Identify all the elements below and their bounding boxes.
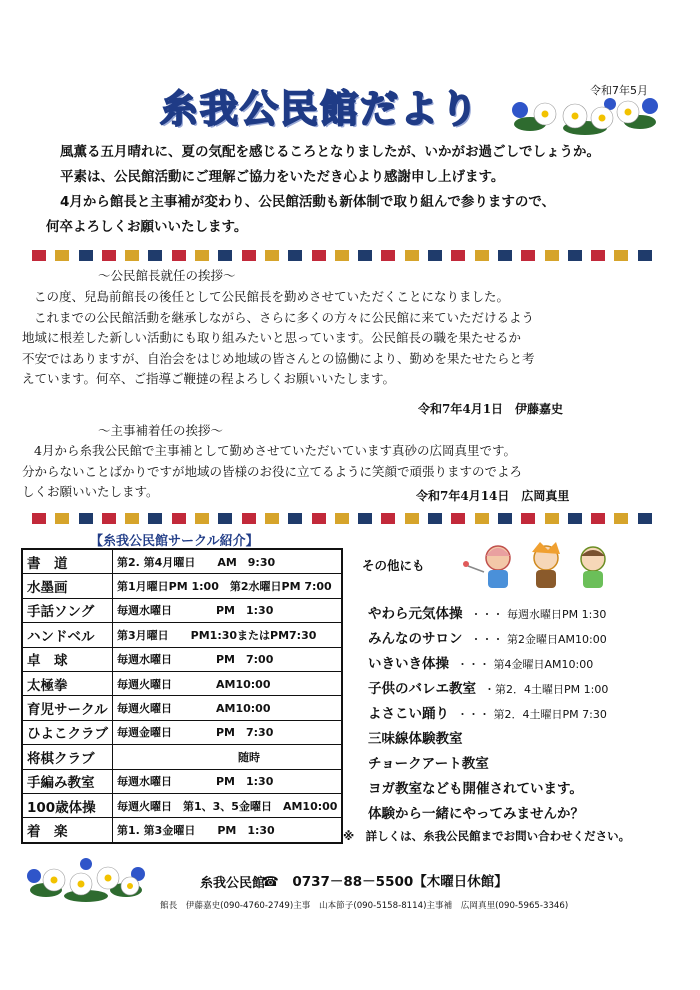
activity-name: 三味線体験教室 (368, 731, 463, 747)
circle-name: 卓 球 (22, 647, 113, 671)
director-signature: 令和7年4月1日 伊藤嘉史 (418, 402, 564, 416)
activity-name: よさこい踊り (368, 706, 449, 722)
divider-square (218, 250, 232, 261)
circle-name: 育児サークル (22, 696, 113, 720)
circle-name: ひよこクラブ (22, 720, 113, 744)
divider-square (591, 250, 605, 261)
divider-square (218, 513, 232, 524)
other-activity (368, 602, 606, 622)
divider-square (498, 513, 512, 524)
activity-schedule: ・第2．4土曜日PM 1:00 (484, 683, 609, 696)
decorative-divider (32, 513, 652, 524)
divider-square (358, 513, 372, 524)
divider-square (312, 513, 326, 524)
circle-row (22, 671, 342, 695)
flower-decoration-icon (510, 92, 660, 138)
circle-schedule: 毎週水曜日 PM 1:30 (113, 598, 343, 622)
divider-square (265, 513, 279, 524)
divider-square (545, 513, 559, 524)
circle-row (22, 574, 342, 598)
divider-square (172, 250, 186, 261)
circle-schedule: 毎週金曜日 PM 7:30 (113, 720, 343, 744)
director-heading: ～公民館長就任の挨拶～ (98, 268, 236, 283)
divider-square (148, 250, 162, 261)
assistant-line: 分からないことばかりですが地域の皆様のお役に立てるように笑顔で頑張りますのでよろ (22, 463, 523, 479)
other-activity (368, 777, 583, 797)
circle-row (22, 745, 342, 769)
divider-square (568, 250, 582, 261)
circle-row (22, 720, 342, 744)
circle-name: 手編み教室 (22, 769, 113, 793)
other-activity (368, 677, 608, 697)
circle-schedule: 第3月曜日 PM1:30またはPM7:30 (113, 623, 343, 647)
divider-square (55, 513, 69, 524)
intro-message (46, 140, 600, 240)
divider-square (32, 513, 46, 524)
issue-date: 令和7年5月 (590, 84, 648, 97)
divider-square (335, 250, 349, 261)
circle-schedule: 毎週水曜日 PM 1:30 (113, 769, 343, 793)
page-title: 糸我公民館だより (160, 87, 481, 131)
assistant-signature: 令和7年4月14日 広岡真里 (416, 489, 570, 503)
circle-schedule: 第2. 第4月曜日 AM 9:30 (113, 549, 343, 574)
footer-phone: ☎ 0737－88－5500【木曜日休館】 (262, 874, 508, 890)
divider-square (242, 513, 256, 524)
divider-square (32, 250, 46, 261)
intro-line: 風薫る五月晴れに、夏の気配を感じるころとなりましたが、いかがお過ごしでしょうか。 (60, 144, 600, 160)
divider-square (405, 250, 419, 261)
divider-square (242, 250, 256, 261)
circle-row (22, 769, 342, 793)
circle-schedule: 第1月曜日PM 1:00 第2水曜日PM 7:00 (113, 574, 343, 598)
divider-square (638, 513, 652, 524)
circle-row (22, 549, 342, 574)
circle-schedule: 毎週火曜日 AM10:00 (113, 696, 343, 720)
intro-line: 4月から館長と主事補が変わり、公民館活動も新体制で取り組んで参りますので、 (60, 194, 556, 210)
contact-note: ※ 詳しくは、糸我公民館までお問い合わせください。 (343, 829, 631, 843)
divider-square (125, 250, 139, 261)
director-line: この度、兒島前館長の後任として公民館長を勤めさせていただくことになりました。 (34, 289, 510, 304)
other-activity (368, 627, 607, 647)
other-activity (368, 652, 593, 672)
intro-line: 平素は、公民館活動にご理解ご協力をいただき心より感謝申し上げます。 (60, 169, 505, 185)
activity-name: チョークアート教室 (368, 756, 489, 772)
circle-schedule: 随時 (113, 745, 343, 769)
other-activity (368, 802, 584, 822)
director-greeting (22, 287, 535, 390)
circle-row (22, 793, 342, 817)
circle-heading: 【糸我公民館サークル紹介】 (90, 534, 259, 549)
divider-square (614, 250, 628, 261)
divider-square (451, 513, 465, 524)
divider-square (125, 513, 139, 524)
circle-schedule: 第1. 第3金曜日 PM 1:30 (113, 818, 343, 843)
flower-decoration-icon (26, 856, 146, 904)
assistant-heading: ～主事補着任の挨拶～ (98, 423, 224, 438)
footer-organization: 糸我公民館 (200, 876, 266, 891)
director-line: 不安ではありますが、自治会をはじめ地域の皆さんとの協働により、勤めを果たせたらと考 (22, 350, 535, 366)
divider-square (568, 513, 582, 524)
other-activity (368, 727, 463, 747)
circle-name: 将棋クラブ (22, 745, 113, 769)
circle-name: 手話ソング (22, 598, 113, 622)
divider-square (148, 513, 162, 524)
divider-square (428, 250, 442, 261)
divider-square (358, 250, 372, 261)
divider-square (451, 250, 465, 261)
circle-row (22, 598, 342, 622)
circle-name: 太極拳 (22, 671, 113, 695)
circle-schedule: 毎週火曜日 第1、3、5金曜日 AM10:00 (113, 793, 343, 817)
circle-row (22, 647, 342, 671)
divider-square (79, 513, 93, 524)
divider-square (55, 250, 69, 261)
divider-square (195, 250, 209, 261)
divider-square (195, 513, 209, 524)
divider-square (335, 513, 349, 524)
activity-name: みんなのサロン (368, 631, 463, 647)
assistant-line: 4月から糸我公民館で主事補として勤めさせていただいています真砂の広岡真里です。 (34, 443, 516, 458)
divider-square (545, 250, 559, 261)
activity-name: やわら元気体操 (368, 606, 463, 622)
activity-name: 体験から一緒にやってみませんか？ (368, 806, 584, 822)
others-heading: その他にも (362, 558, 425, 573)
divider-square (288, 513, 302, 524)
footer-staff-contacts: 館長 伊藤嘉史(090-4760-2749)主事 山本節子(090-5158-8114)主事補 広岡真里(090-5965-3346) (160, 901, 569, 911)
circle-row (22, 623, 342, 647)
circle-schedule: 毎週火曜日 AM10:00 (113, 671, 343, 695)
divider-square (638, 250, 652, 261)
circle-name: 100歳体操 (22, 793, 113, 817)
director-line: これまでの公民館活動を継承しながら、さらに多くの方々に公民館に来ていただけるよう (34, 309, 535, 325)
decorative-divider (32, 250, 652, 261)
activity-schedule: ・・・ 第2．4土曜日PM 7:30 (457, 708, 607, 721)
divider-square (521, 250, 535, 261)
intro-line: 何卒よろしくお願いいたします。 (46, 219, 248, 235)
divider-square (475, 250, 489, 261)
divider-square (172, 513, 186, 524)
divider-square (102, 513, 116, 524)
activity-name: ヨガ教室なども開催されています。 (368, 781, 583, 797)
other-activity (368, 752, 489, 772)
assistant-line: しくお願いいたします。 (22, 484, 159, 499)
divider-square (102, 250, 116, 261)
activity-name: 子供のバレエ教室 (368, 681, 476, 697)
divider-square (521, 513, 535, 524)
circle-table (21, 548, 343, 844)
divider-square (312, 250, 326, 261)
divider-square (265, 250, 279, 261)
director-line: 地域に根差した新しい活動にも取り組みたいと思っています。公民館長の職を果たせるか (22, 330, 522, 345)
circle-row (22, 818, 342, 843)
divider-square (591, 513, 605, 524)
divider-square (381, 250, 395, 261)
director-line: えています。何卒、ご指導ご鞭撻の程よろしくお願いいたします。 (22, 371, 396, 386)
divider-square (288, 250, 302, 261)
activity-name: いきいき体操 (368, 656, 449, 672)
circle-name: 着 楽 (22, 818, 113, 843)
divider-square (79, 250, 93, 261)
divider-square (428, 513, 442, 524)
circle-row (22, 696, 342, 720)
circle-name: 水墨画 (22, 574, 113, 598)
circle-schedule: 毎週水曜日 PM 7:00 (113, 647, 343, 671)
circle-name: ハンドベル (22, 623, 113, 647)
divider-square (405, 513, 419, 524)
divider-square (475, 513, 489, 524)
activity-schedule: ・・・ 第2金曜日AM10:00 (470, 633, 607, 646)
children-illustration-icon (458, 542, 628, 592)
divider-square (614, 513, 628, 524)
activity-schedule: ・・・ 毎週水曜日PM 1:30 (470, 608, 607, 621)
circle-name: 書 道 (22, 549, 113, 574)
activity-schedule: ・・・ 第4金曜日AM10:00 (457, 658, 594, 671)
divider-square (381, 513, 395, 524)
other-activity (368, 702, 607, 722)
divider-square (498, 250, 512, 261)
